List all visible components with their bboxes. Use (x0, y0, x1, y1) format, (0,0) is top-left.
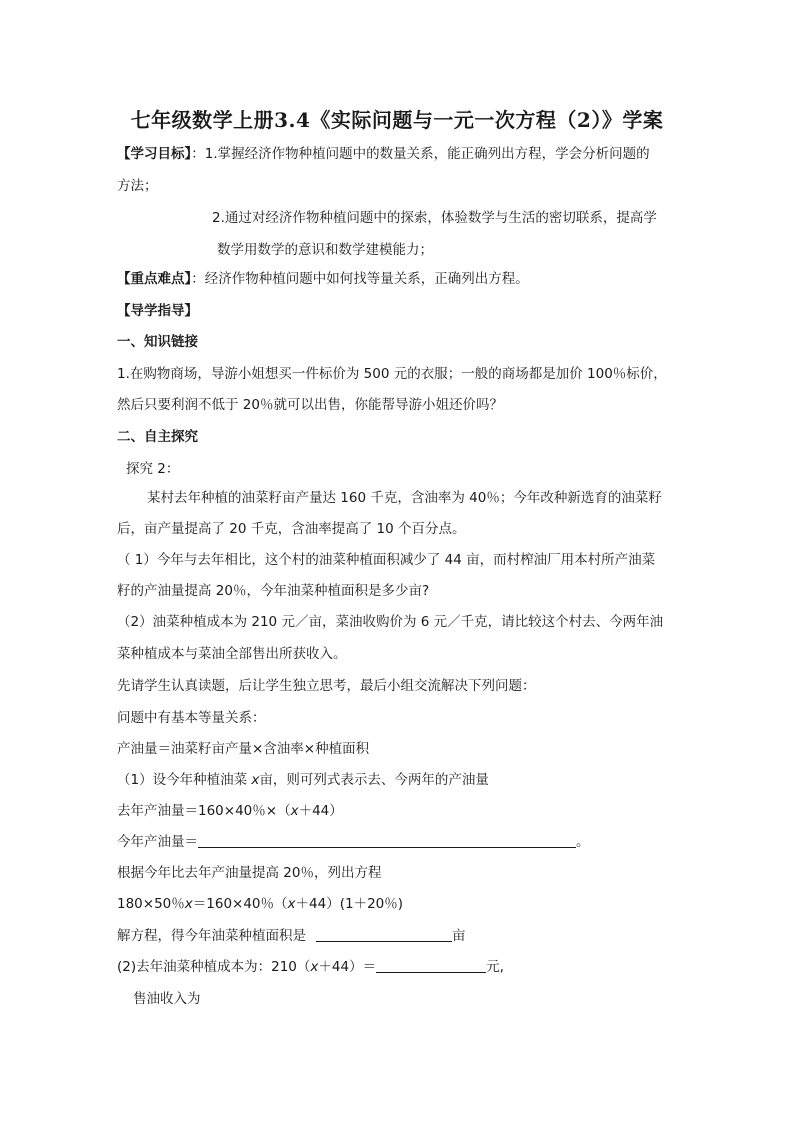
based-on-text: 根据今年比去年产油量提高 20％，列出方程 (117, 865, 382, 881)
keypoints-line (117, 270, 529, 288)
section1-p1-a: 1.在购物商场，导游小姐想买一件标价为 500 元的衣服；一般的商场都是加价 100％标价， (117, 366, 667, 382)
solve-line (117, 927, 466, 945)
equation-line (117, 895, 403, 913)
cost-answer-blank[interactable] (376, 958, 486, 973)
question2-line-b: 菜种植成本与菜油全部售出所获收入。 (117, 646, 347, 662)
section1-heading: 一、知识链接 (117, 334, 198, 350)
question1-line-a: （ 1）今年与去年相比，这个村的油菜种植面积减少了 44 亩，而村榨油厂用本村所产油菜 (117, 552, 656, 568)
this-year-end: 。 (576, 834, 590, 850)
objectives-label: 【学习目标】 (117, 146, 192, 162)
objectives-item2-b: 数学用数学的意识和数学建模能力； (217, 242, 433, 258)
problem-line-b: 后，亩产量提高了 20 千克，含油率提高了 10 个百分点。 (117, 521, 466, 537)
step1-var: x (251, 772, 260, 788)
cost-unit: 元, (486, 959, 504, 975)
solve-pre: 解方程，得今年油菜种植面积是 (117, 928, 306, 944)
equation-var-2: x (287, 896, 296, 912)
problem-line-a: 某村去年种植的油菜籽亩产量达 160 千克，含油率为 40％；今年改种新选育的油菜籽 (147, 490, 662, 506)
cost-pre: (2)去年油菜种植成本为：210（ (117, 959, 311, 975)
last-year-post: ＋44） (298, 803, 343, 819)
instruction-text: 先请学生认真读题，后让学生独立思考，最后小组交流解决下列问题： (117, 678, 536, 694)
keypoints-text: ：经济作物种植问题中如何找等量关系，正确列出方程。 (191, 271, 529, 287)
explore-label: 探究 2： (126, 461, 180, 477)
question2-line-a: （2）油菜种植成本为 210 元／亩，菜油收购价为 6 元／千克，请比较这个村去、今两年油 (117, 614, 664, 630)
question1-line-b: 籽的产油量提高 20％，今年油菜种植面积是多少亩? (117, 583, 430, 599)
objectives-item2-a: 2.通过对经济作物种植问题中的探索，体验数学与生活的密切联系，提高学 (212, 210, 657, 226)
last-year-pre: 去年产油量＝160×40％×（ (117, 803, 291, 819)
cost-mid: ＋44）＝ (318, 959, 377, 975)
step1-pre: （1）设今年种植油菜 (117, 772, 252, 788)
relation-formula: 产油量＝油菜籽亩产量×含油率×种植面积 (117, 741, 370, 757)
equation-mid: ＝160×40％（ (192, 896, 288, 912)
last-year-output (117, 802, 343, 820)
section1-p1-b: 然后只要利润不低于 20％就可以出售，你能帮导游小姐还价吗？ (117, 397, 503, 413)
equation-var: x (184, 896, 193, 912)
objectives-item1-b: 方法； (117, 178, 158, 194)
basic-relation-label: 问题中有基本等量关系： (117, 710, 266, 726)
equation-post: ＋44）(1＋20％) (295, 896, 404, 912)
income-label: 售油收入为 (133, 991, 201, 1007)
keypoints-label: 【重点难点】 (117, 271, 192, 287)
cost-var: x (310, 959, 319, 975)
step1-line (117, 771, 489, 789)
section2-heading: 二、自主探究 (117, 429, 198, 445)
equation-pre: 180×50％ (117, 896, 185, 912)
objectives-line-1 (117, 145, 650, 163)
guide-label: 【导学指导】 (117, 303, 198, 319)
objectives-item1-a: ：1.掌握经济作物种植问题中的数量关系，能正确列出方程，学会分析问题的 (191, 146, 650, 162)
last-year-var: x (290, 803, 299, 819)
this-year-blank[interactable] (198, 833, 576, 848)
this-year-output (117, 833, 590, 851)
page-title: 七年级数学上册3.4《实际问题与一元一次方程（2）》学案 (130, 108, 664, 132)
step1-post: 亩，则可列式表示去、今两年的产油量 (259, 772, 489, 788)
solve-unit: 亩 (452, 928, 466, 944)
cost-line (117, 958, 504, 976)
this-year-label: 今年产油量＝ (117, 834, 198, 850)
area-answer-blank[interactable] (316, 927, 452, 942)
